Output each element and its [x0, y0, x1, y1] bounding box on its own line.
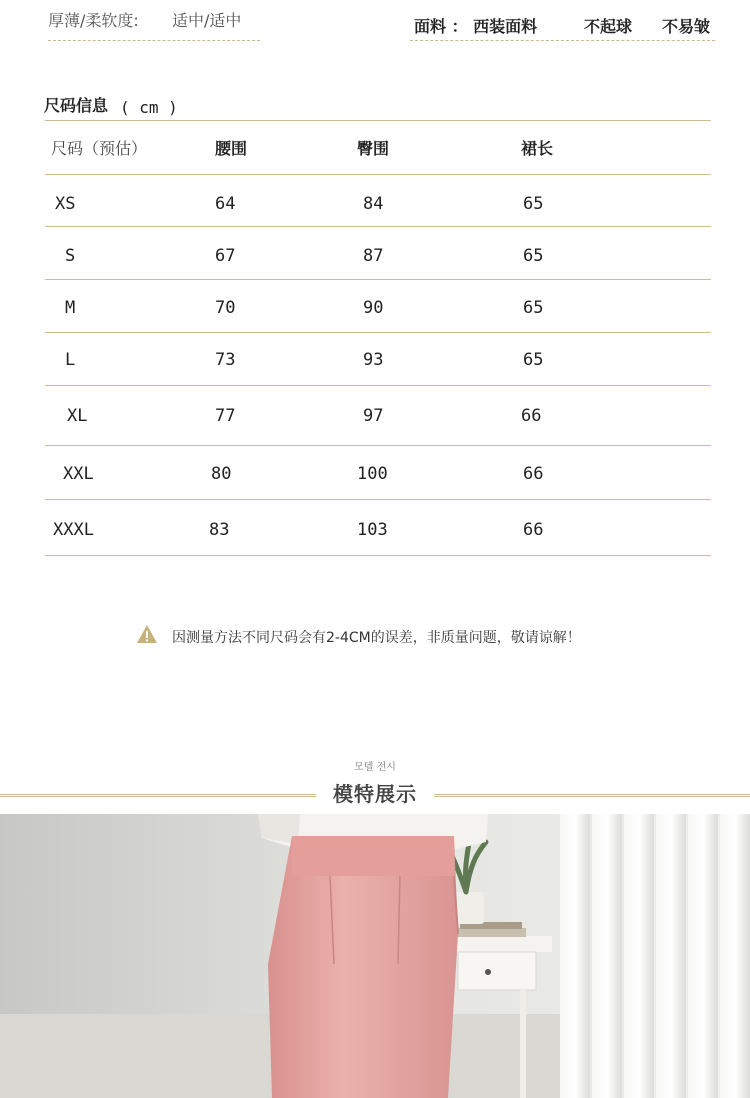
size-value-cell: 65 — [523, 350, 544, 370]
table-header-cell: 臀围 — [357, 139, 390, 158]
size-value-cell: 65 — [523, 194, 544, 214]
size-value-cell: 64 — [215, 194, 236, 214]
size-value-cell: 66 — [521, 406, 542, 426]
table-header-cell: 尺码（预估） — [51, 139, 148, 158]
size-label-cell: S — [65, 246, 76, 266]
size-value-cell: 77 — [215, 406, 236, 426]
size-value-cell: 84 — [363, 194, 384, 214]
attribute-divider-left — [48, 40, 260, 41]
size-value-cell: 65 — [523, 298, 544, 318]
table-rule — [45, 445, 711, 446]
attribute-row — [0, 0, 750, 44]
model-photo-illustration — [0, 814, 750, 1098]
size-value-cell: 67 — [215, 246, 236, 266]
table-rule — [45, 332, 711, 333]
size-info-title: 尺码信息 — [44, 96, 109, 115]
thickness-value: 适中/适中 — [172, 11, 242, 30]
size-label-cell: L — [65, 350, 76, 370]
size-value-cell: 73 — [215, 350, 236, 370]
size-label-cell: XS — [55, 194, 76, 214]
material-attributes — [414, 14, 710, 37]
table-rule — [45, 174, 711, 175]
size-label-cell: XXXL — [53, 520, 94, 540]
size-label-cell: XL — [67, 406, 88, 426]
size-value-cell: 93 — [363, 350, 384, 370]
size-value-cell: 65 — [523, 246, 544, 266]
thickness-attribute — [48, 8, 241, 31]
size-value-cell: 97 — [363, 406, 384, 426]
attribute-divider-right — [410, 40, 715, 41]
material-label: 面料 ： 西装面料 — [414, 17, 538, 36]
table-rule — [45, 120, 711, 121]
size-value-cell: 100 — [357, 464, 388, 484]
size-value-cell: 66 — [523, 520, 544, 540]
section-rule-right — [434, 794, 750, 797]
size-label-cell: XXL — [63, 464, 94, 484]
warning-icon — [136, 624, 158, 644]
table-rule — [45, 385, 711, 386]
size-value-cell: 103 — [357, 520, 388, 540]
size-info-unit: ( cm ) — [120, 98, 178, 117]
table-rule — [45, 226, 711, 227]
size-label-cell: M — [65, 298, 76, 318]
table-rule — [45, 279, 711, 280]
size-value-cell: 80 — [211, 464, 232, 484]
size-value-cell: 87 — [363, 246, 384, 266]
size-value-cell: 90 — [363, 298, 384, 318]
size-value-cell: 83 — [209, 520, 230, 540]
model-section-title: 模特展示 — [333, 782, 417, 806]
size-value-cell: 70 — [215, 298, 236, 318]
wrinkle-property: 不易皱 — [662, 17, 711, 36]
table-header-cell: 裙长 — [521, 139, 554, 158]
pilling-property: 不起球 — [584, 17, 633, 36]
thickness-label: 厚薄/柔软度: — [48, 11, 139, 30]
model-photo — [0, 814, 750, 1098]
table-header-cell: 腰围 — [215, 139, 248, 158]
size-value-cell: 66 — [523, 464, 544, 484]
notice-text: 因测量方法不同尺码会有2-4CM的误差，非质量问题，敬请谅解！ — [172, 630, 581, 646]
table-rule — [45, 555, 711, 556]
model-section-subtitle: 모델 전시 — [354, 762, 396, 773]
table-rule — [45, 499, 711, 500]
measurement-notice — [136, 624, 656, 648]
